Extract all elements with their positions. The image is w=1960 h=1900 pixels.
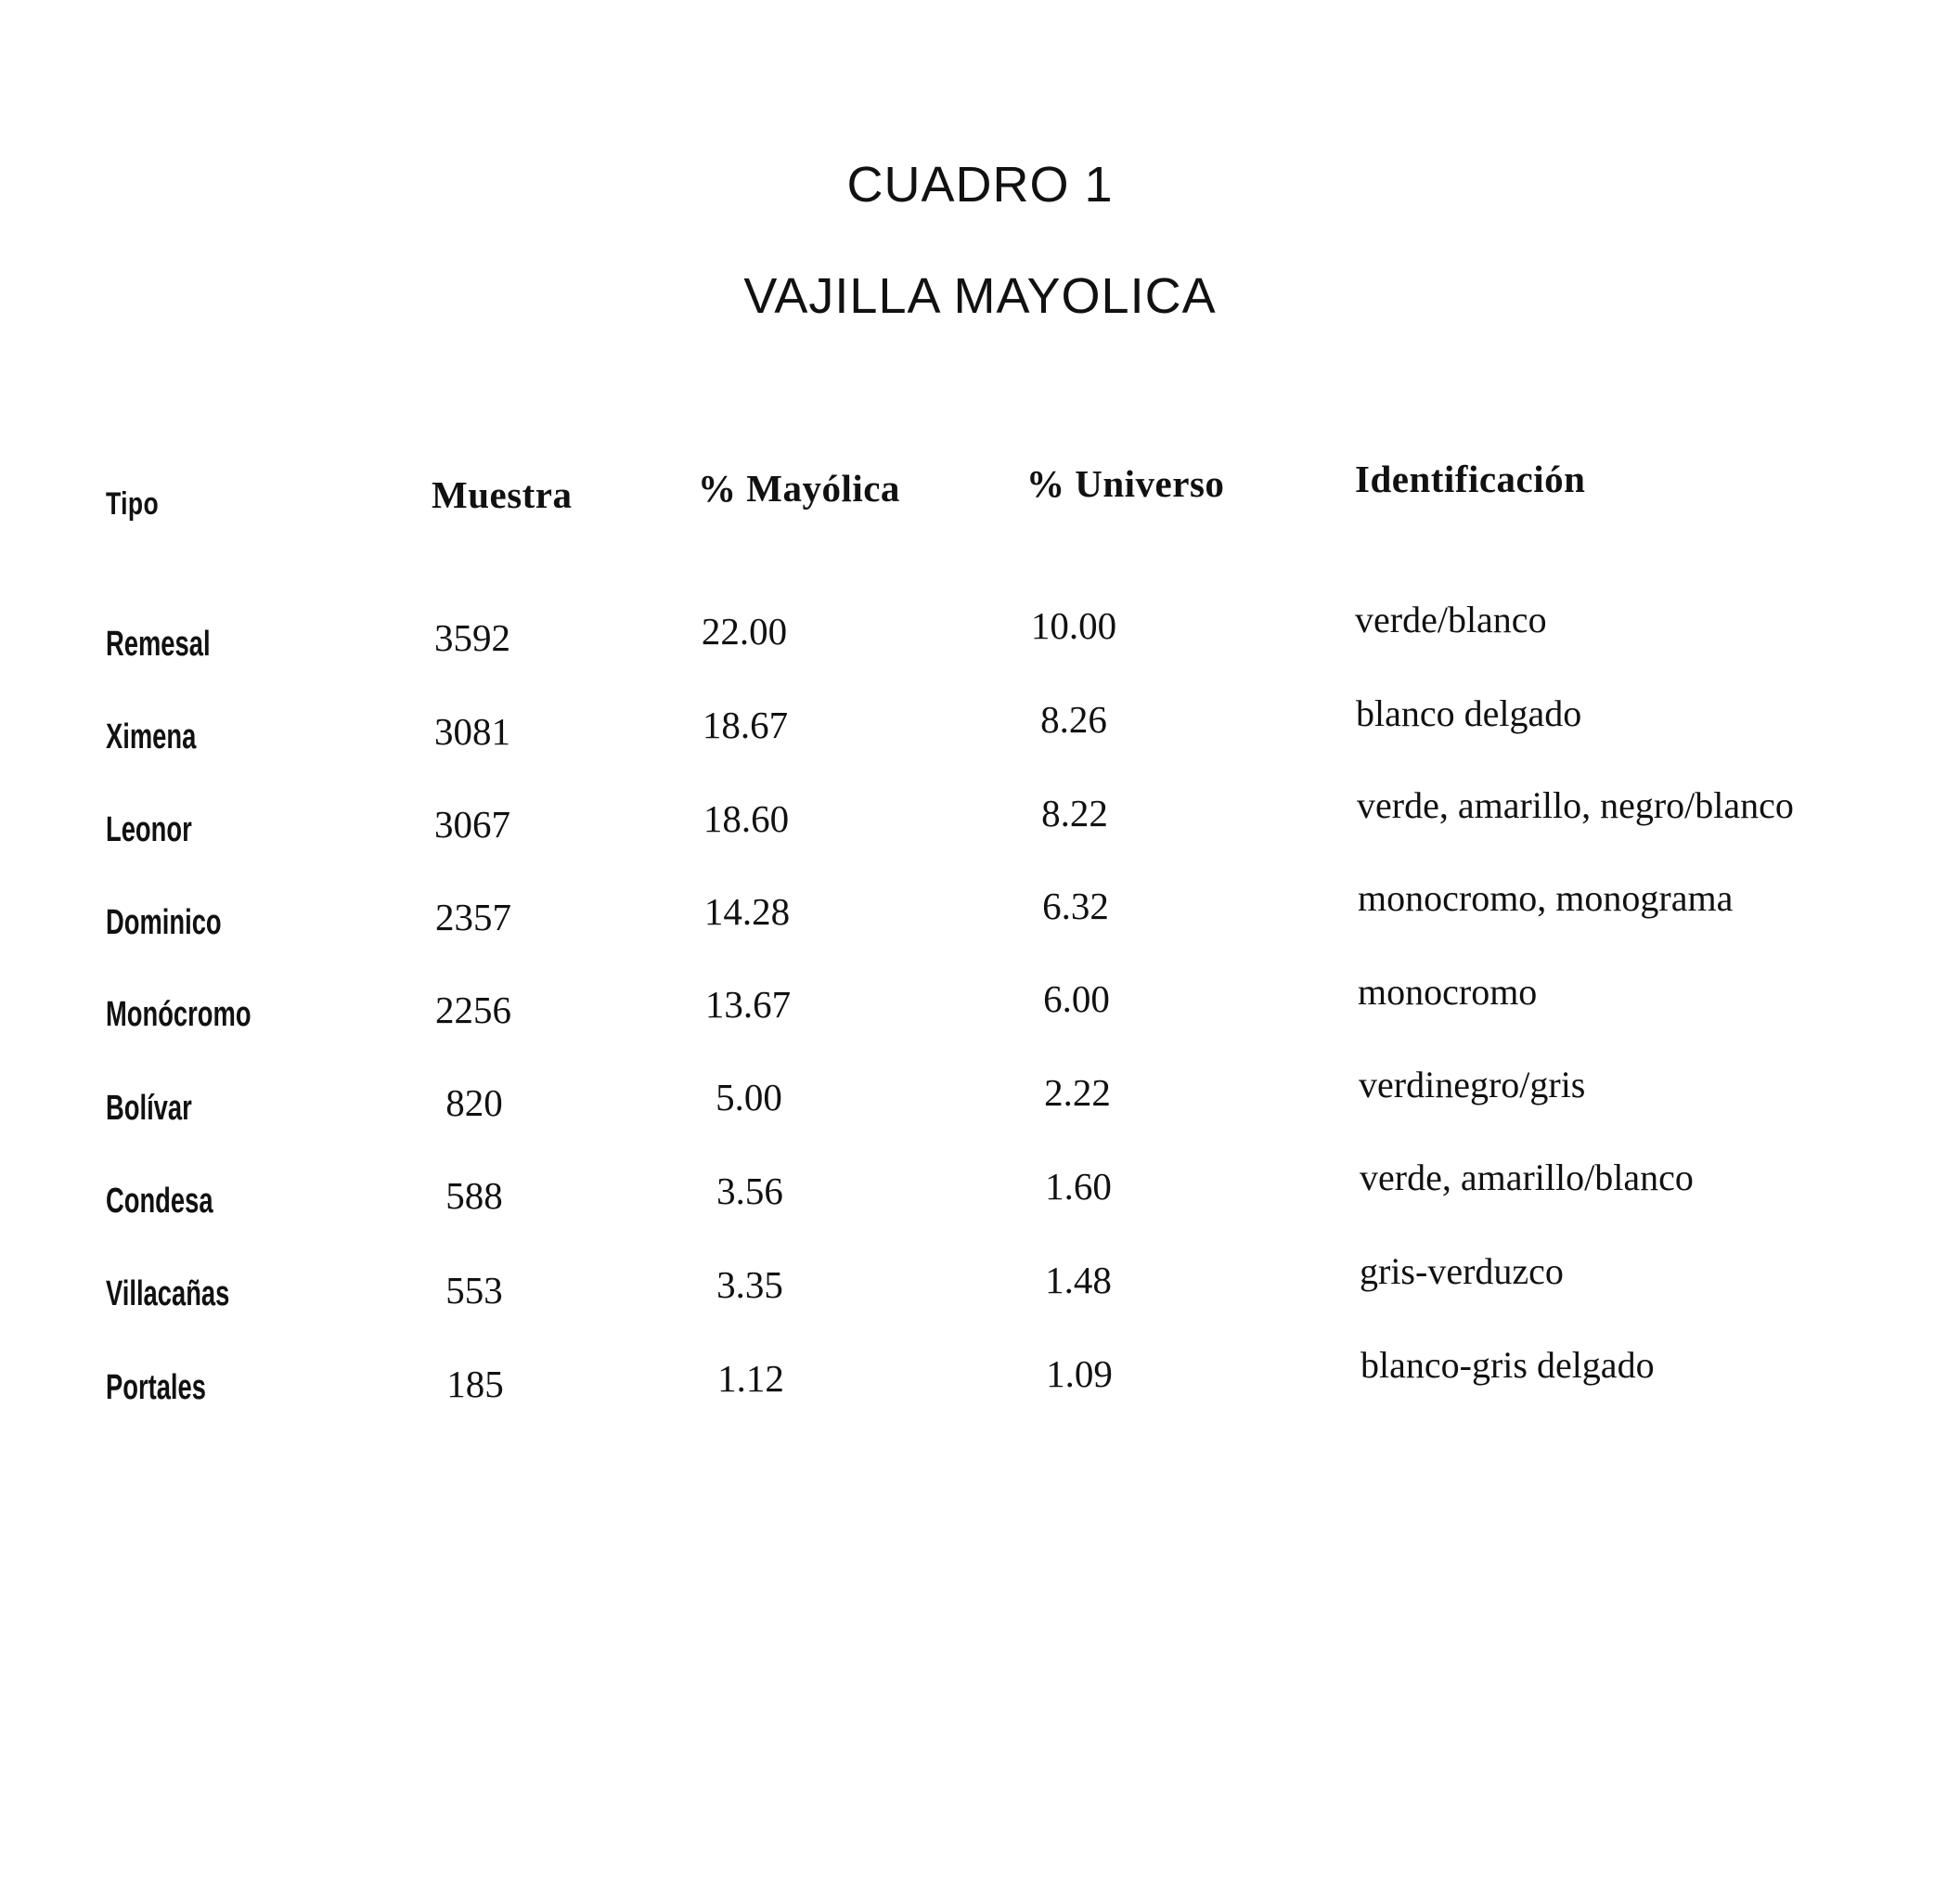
document-title: CUADRO 1 (846, 157, 1114, 213)
table-row-tipo: Monócromo (106, 995, 251, 1034)
table-row-identificacion: monocromo, monograma (1358, 877, 1734, 919)
header-identificacion: Identificación (1355, 458, 1586, 500)
table-row-tipo: Condesa (106, 1182, 213, 1221)
table-row-identificacion: verdinegro/gris (1359, 1064, 1586, 1105)
header-tipo: Tipo (106, 486, 160, 522)
table-row-tipo: Leonor (106, 810, 192, 849)
table-row-muestra: 2256 (435, 989, 511, 1031)
table-row-identificacion: blanco-gris delgado (1360, 1344, 1655, 1386)
table-row-identificacion: verde/blanco (1355, 599, 1547, 640)
header-mayolica: % Mayólica (698, 467, 900, 510)
table-row-universo: 2.22 (1044, 1071, 1111, 1114)
table-row-identificacion: verde, amarillo/blanco (1360, 1157, 1694, 1198)
table-row-universo: 6.32 (1042, 885, 1109, 927)
table-row-universo: 10.00 (1030, 604, 1117, 647)
table-row-tipo: Bolívar (106, 1089, 192, 1128)
table-row-muestra: 553 (445, 1269, 503, 1312)
table-row-muestra: 2357 (435, 896, 511, 938)
table-row-universo: 1.09 (1046, 1352, 1113, 1395)
table-row-tipo: Portales (106, 1368, 206, 1407)
header-universo: % Universo (1026, 462, 1225, 505)
table-row-universo: 1.48 (1045, 1259, 1112, 1301)
table-row-mayolica: 18.60 (703, 797, 790, 840)
table-row-identificacion: monocromo (1358, 971, 1538, 1013)
table-row-mayolica: 14.28 (703, 890, 791, 933)
table-row-mayolica: 1.12 (717, 1357, 784, 1400)
table-row-muestra: 3592 (434, 616, 510, 659)
table-row-muestra: 3081 (434, 710, 510, 753)
table-row-mayolica: 18.67 (702, 704, 789, 746)
document-subtitle: VAJILLA MAYOLICA (743, 268, 1217, 324)
table-row-mayolica: 22.00 (701, 610, 788, 653)
table-row-universo: 8.22 (1041, 792, 1108, 834)
table-row-identificacion: verde, amarillo, negro/blanco (1357, 784, 1794, 826)
table-row-muestra: 588 (445, 1174, 503, 1217)
table-row-mayolica: 13.67 (704, 983, 792, 1026)
table-row-mayolica: 5.00 (716, 1076, 782, 1118)
table-row-identificacion: blanco delgado (1356, 692, 1582, 734)
table-row-muestra: 185 (446, 1363, 504, 1405)
table-row-mayolica: 3.35 (716, 1263, 783, 1306)
table-row-identificacion: gris-verduzco (1360, 1250, 1564, 1292)
table-row-tipo: Ximena (106, 717, 197, 756)
table-row-muestra: 3067 (434, 803, 510, 846)
table-row-muestra: 820 (445, 1081, 503, 1124)
table-row-universo: 8.26 (1040, 698, 1107, 741)
table-row-tipo: Villacañas (106, 1274, 230, 1313)
table-row-tipo: Remesal (106, 625, 211, 664)
table-row-universo: 1.60 (1045, 1165, 1112, 1208)
table-row-mayolica: 3.56 (716, 1170, 783, 1212)
table-row-universo: 6.00 (1043, 977, 1110, 1020)
table-row-tipo: Dominico (106, 903, 222, 942)
header-muestra: Muestra (432, 473, 573, 516)
